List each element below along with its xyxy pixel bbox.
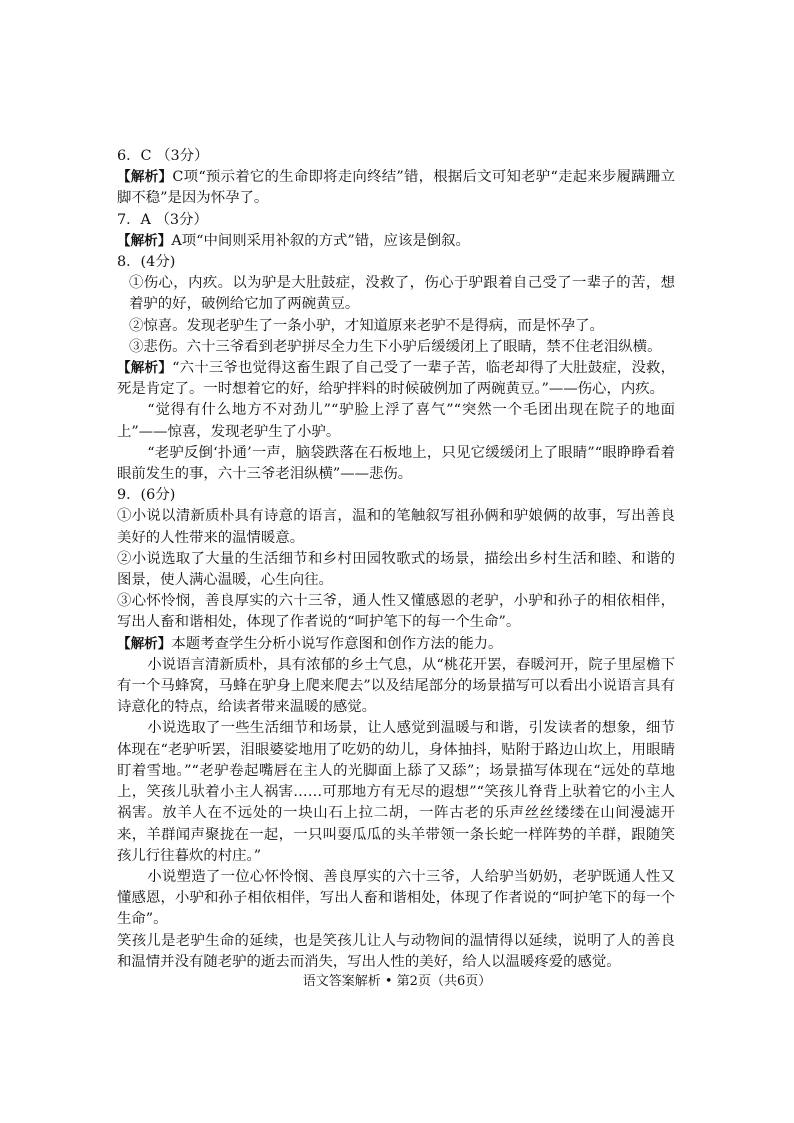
answer-page [117, 146, 675, 973]
q6-analysis-text: C项“预示着它的生命即将走向终结”错，根据后文可知老驴“走起来步履蹒跚立脚不稳”是因为怀孕了。 [117, 169, 675, 207]
q8-point-1: ①伤心，内疚。以为驴是大肚鼓症，没救了，伤心于驴跟着自己受了一辈子的苦，想着驴的好，破例给它加了两碗黄豆。 [129, 275, 675, 313]
q9-para-2: 小说选取了一些生活细节和场景，让人感觉到温暖与和谐，引发读者的想象，细节体现在“老驴听罢，泪眼婆娑地用了吃奶的幼儿，身体抽抖，贴附于路边山坎上，用眼睛盯着雪地。”“老驴卷起嘴唇在主人的光脚面上舔了又舔”；场景描写体现在“远处的草地上，笑孩儿驮着小主人祸害……可那地方有无尽的遐想”“笑孩儿脊背上驮着它的小主人祸害。放羊人在不远处的一块山石上拉二胡，一阵古老的乐声丝丝缕缕在山间漫滤开来，羊群闻声聚拢在一起，一只叫耍瓜瓜的头羊带领一条长蛇一样阵势的羊群，跟随笑孩儿行往暮炊的村庄。” [117, 720, 675, 864]
q8-point-3: ③悲伤。六十三爷看到老驴拼尽全力生下小驴后缓缓闭上了眼睛，禁不住老泪纵横。 [129, 338, 662, 355]
q9-analysis [117, 634, 675, 655]
q9-heading: 9．(6分) [117, 487, 176, 504]
q7-heading: 7．A （3分） [117, 211, 208, 228]
q9-para-3: 小说塑造了一位心怀怜悯、善良厚实的六十三爷，人给驴当奶奶，老驴既通人性又懂感恩，小驴和孙子相依相伴，写出人畜和谐相处，体现了作者说的“呵护笔下的每一个生命”。 [117, 868, 675, 928]
q8-heading: 8．(4分) [117, 254, 176, 271]
q6-heading: 6．C （3分） [117, 148, 209, 164]
q9-point-3: ③心怀怜悯，善良厚实的六十三爷，通人性又懂感恩的老驴，小驴和孙子的相依相伴，写出人畜和谐相处，体现了作者说的“呵护笔下的每一个生命”。 [117, 593, 675, 631]
analysis-tag: 【解析】 [117, 360, 173, 377]
q8-analysis-para-3: “老驴反倒‘扑通’一声，脑袋跌落在石板地上，只见它缓缓闭上了眼睛”“眼睁睁看着眼前发生的事，六十三爷老泪纵横”——悲伤。 [117, 444, 675, 483]
q8-analysis-para-2: “觉得有什么地方不对劲儿”“驴脸上浮了喜气”“突然一个毛团出现在院子的地面上”——惊喜，发现老驴生了小驴。 [117, 402, 675, 440]
q7-analysis [117, 231, 675, 252]
q8-point-2: ②惊喜。发现老驴生了一条小驴，才知道原来老驴不是得病，而是怀孕了。 [129, 317, 604, 334]
q6-analysis [117, 167, 675, 209]
q9-para-1: 小说语言清新质朴，具有浓郁的乡土气息，从“桃花开罢，春暖河开，院子里屋檐下有一个马蜂窝，马蜂在驴身上爬来爬去”以及结尾部分的场景描写可以看出小说语言具有诗意化的特点，给读者带来温暖的感觉。 [117, 656, 675, 716]
q9-point-2: ②小说选取了大量的生活细节和乡村田园牧歌式的场景，描绘出乡村生活和睦、和谐的图景，使人满心温暖，心生向往。 [117, 550, 675, 589]
analysis-tag: 【解析】 [117, 635, 172, 652]
analysis-tag: 【解析】 [117, 169, 173, 186]
q9-analysis-intro: 本题考查学生分析小说写作意图和创作方法的能力。 [171, 635, 503, 652]
q9-point-1: ①小说以清新质朴具有诗意的语言，温和的笔触叙写祖孙俩和驴娘俩的故事，写出善良美好的人性带来的温情暖意。 [117, 508, 675, 546]
analysis-tag: 【解析】 [117, 232, 172, 249]
q7-analysis-text: A项“中间则采用补叙的方式”错，应该是倒叙。 [171, 232, 470, 249]
q8-analysis [117, 358, 675, 400]
page-footer: 语文答案解析 • 第2页（共6页） [302, 974, 492, 989]
q9-closing: 笑孩儿是老驴生命的延续，也是笑孩儿让人与动物间的温情得以延续，说明了人的善良和温情并没有随老驴的逝去而消失，写出人性的美好，给人以温暖疼爱的感觉。 [117, 932, 675, 970]
q8-analysis-text: “六十三爷也觉得这畜生跟了自己受了一辈子苦，临老却得了大肚鼓症，没救，死是肯定了。一时想着它的好，给驴拌料的时候破例加了两碗黄豆。”——伤心，内疚。 [117, 360, 675, 398]
